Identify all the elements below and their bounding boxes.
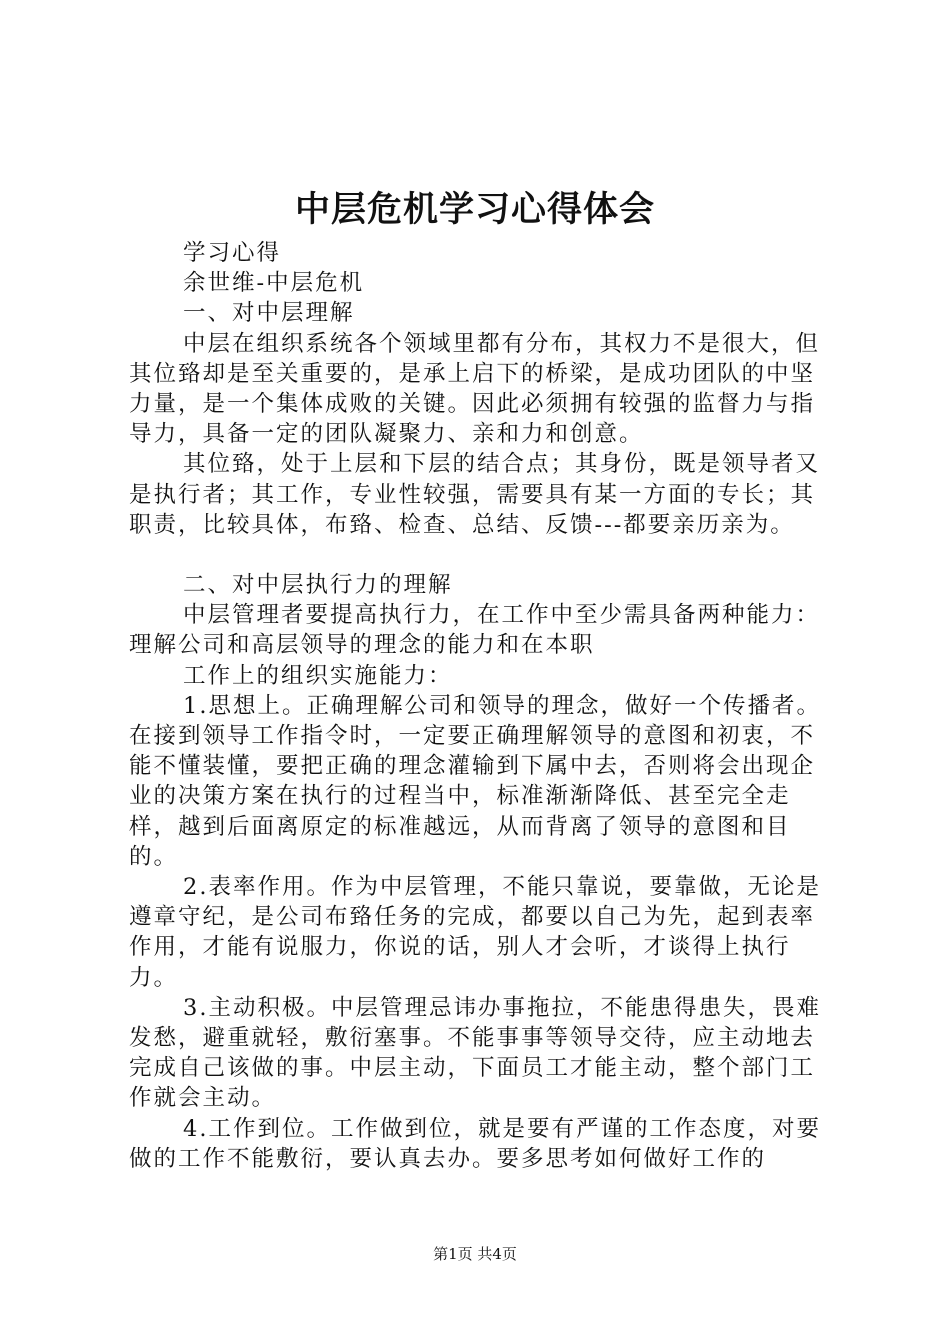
paragraph: 中层在组织系统各个领域里都有分布，其权力不是很大，但其位臵却是至关重要的，是承上启下的桥梁，是成功团队的中坚力量，是一个集体成败的关键。因此必须拥有较强的监督力与指导力，具备一定的团队凝聚力、亲和力和创意。 bbox=[129, 330, 821, 448]
paragraph: 中层管理者要提高执行力，在工作中至少需具备两种能力：理解公司和高层领导的理念的能力和在本职 bbox=[129, 602, 821, 659]
paragraph: 工作上的组织实施能力： bbox=[183, 662, 453, 689]
paragraph-author-topic: 余世维-中层危机 bbox=[183, 270, 365, 297]
section-heading-2: 二、对中层执行力的理解 bbox=[183, 572, 453, 599]
page-footer: 第1页 共4页 bbox=[433, 1245, 517, 1263]
section-heading-1: 一、对中层理解 bbox=[183, 300, 355, 327]
paragraph: 其位臵，处于上层和下层的结合点；其身份，既是领导者又是执行者；其工作，专业性较强，需要具有某一方面的专长；其职责，比较具体，布臵、检查、总结、反馈---都要亲历亲为。 bbox=[129, 451, 821, 538]
list-item: 2.表率作用。作为中层管理，不能只靠说，要靠做，无论是遵章守纪，是公司布臵任务的完成，都要以自己为先，起到表率作用，才能有说服力，你说的话，别人才会听，才谈得上执行力。 bbox=[129, 874, 821, 991]
list-item: 3.主动积极。中层管理忌讳办事拖拉，不能患得患失，畏难发愁，避重就轻，敷衍塞事。不能事事等领导交待，应主动地去完成自己该做的事。中层主动，下面员工才能主动，整个部门工作就会主动。 bbox=[129, 994, 821, 1112]
list-item: 1.思想上。正确理解公司和领导的理念，做好一个传播者。在接到领导工作指令时，一定要正确理解领导的意图和初衷，不能不懂装懂，要把正确的理念灌输到下属中去，否则将会出现企业的决策方案在执行的过程当中，标准渐渐降低、甚至完全走样，越到后面离原定的标准越远，从而背离了领导的意图和目的。 bbox=[129, 692, 821, 870]
paragraph-heading-learning: 学习心得 bbox=[183, 240, 282, 266]
document-body bbox=[129, 238, 829, 1174]
list-item: 4.工作到位。工作做到位，就是要有严谨的工作态度，对要做的工作不能敷衍，要认真去办。要多思考如何做好工作的 bbox=[129, 1115, 821, 1172]
document-title: 中层危机学习心得体会 bbox=[294, 190, 655, 230]
